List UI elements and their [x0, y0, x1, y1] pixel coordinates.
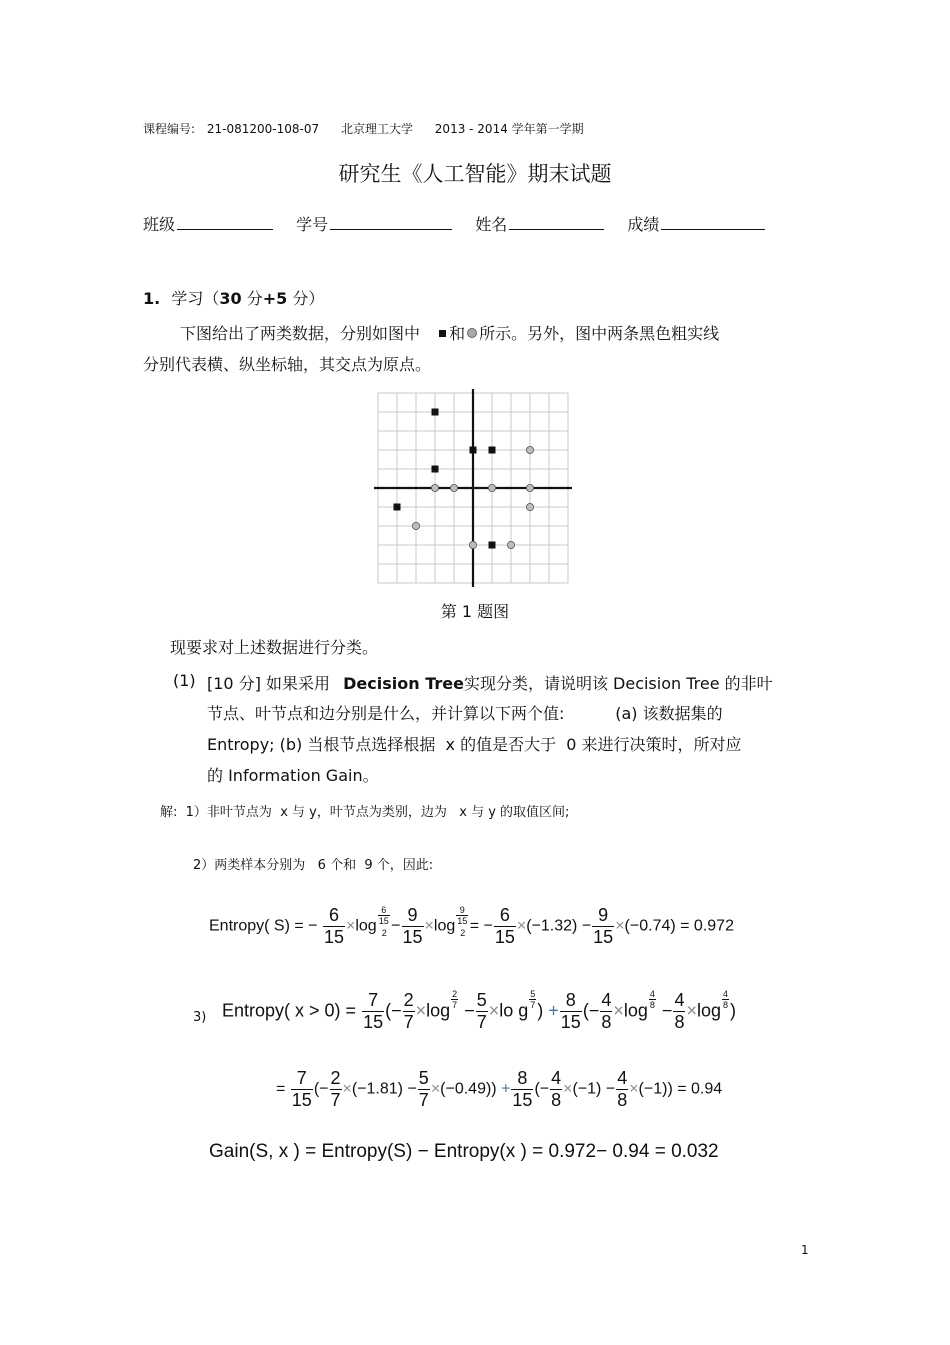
- equation-gain: Gain(S, x ) = Entropy(S) − Entropy(x ) = 0.972− 0.94 = 0.032: [209, 1141, 719, 1162]
- subq-1-method: Decision Tree: [343, 674, 464, 693]
- field-name-blank[interactable]: [509, 215, 604, 230]
- scatter-figure: [370, 388, 580, 588]
- point-square: [432, 466, 439, 473]
- point-square: [470, 447, 477, 454]
- intro-line-2: 分别代表横、纵坐标轴，其交点为原点。: [143, 355, 432, 374]
- field-class-label: 班级: [143, 215, 176, 234]
- subq-1-line2: 节点、叶节点和边分别是什么，并计算以下两个值: (a) 该数据集的: [207, 704, 723, 723]
- info-row: [143, 212, 765, 235]
- question-unit: 分: [246, 289, 263, 308]
- eq1-frac-2: $\frac{9}{15}$: [402, 905, 423, 947]
- page-title: 研究生《人工智能》期末试题: [338, 162, 612, 186]
- intro-text-b: 和: [449, 324, 466, 343]
- figure-caption: 第 1 题图: [440, 602, 510, 621]
- question-heading: [143, 286, 324, 309]
- field-class-blank[interactable]: [177, 215, 273, 230]
- question-end: 分）: [292, 289, 325, 308]
- field-name-label: 姓名: [475, 215, 508, 234]
- axes: [374, 389, 572, 587]
- subq-1-number: (1): [173, 671, 196, 690]
- circle-marker-icon: [467, 328, 477, 338]
- equation-entropy-s: Entropy( S) = − $\frac{6}{15}$ ×log $^{\frac{6}{15}}$ $_2$ − $\frac{9}{15}$ ×log $^{\frac{9}{15}}$ $_2$ = − $\frac{6}{15}$ ×(−1.32) − $\frac{9}{15}$ ×(−0.74) = 0.972: [209, 904, 734, 947]
- point-circle: [412, 522, 419, 529]
- answer-step-1: [160, 801, 569, 820]
- page-number: 1: [801, 1243, 809, 1257]
- point-circle: [507, 541, 514, 548]
- question-number: 1.: [143, 289, 161, 308]
- question-topic: 学习（: [171, 289, 220, 308]
- field-id-blank[interactable]: [330, 215, 452, 230]
- answer-step-1-text: 1）非叶节点为 x 与 y，叶节点为类别，边为 x 与 y 的取值区间;: [185, 805, 570, 820]
- point-square: [489, 447, 496, 454]
- question-bonus: +5: [262, 289, 288, 308]
- eq2-lhs: Entropy( x > 0): [222, 1000, 341, 1021]
- eq1-result: 0.972: [693, 917, 734, 935]
- point-circle: [469, 541, 476, 548]
- term: 2013 - 2014 学年第一学期: [434, 122, 584, 136]
- equation-entropy-x-values: = $\frac{7}{15}$ (− $\frac{2}{7}$ ×(−1.81) − $\frac{5}{7}$ ×(−0.49)) + $\frac{8}{15}$ (− $\frac{4}{8}$ ×(−1) − $\frac{4}{8}$ ×(−1)) = 0.94: [276, 1068, 723, 1110]
- eq1-lhs: Entropy( S): [209, 917, 290, 935]
- point-square: [394, 504, 401, 511]
- data-points: [394, 409, 534, 549]
- course-header: [143, 120, 584, 137]
- task-text: 现要求对上述数据进行分类。: [170, 638, 379, 657]
- eq1-frac-1: $\frac{6}{15}$: [323, 905, 344, 947]
- point-square: [432, 409, 439, 416]
- field-score-blank[interactable]: [661, 215, 765, 230]
- point-circle: [526, 446, 533, 453]
- answer-label: 解:: [160, 805, 178, 820]
- eq1-frac-3: $\frac{6}{15}$: [494, 905, 515, 947]
- subq-1-line1: [207, 671, 773, 694]
- point-circle: [450, 484, 457, 491]
- point-square: [489, 542, 496, 549]
- answer-step-3-label: 3): [193, 1010, 207, 1025]
- university: 北京理工大学: [340, 122, 413, 136]
- point-circle: [431, 484, 438, 491]
- gain-result: = 0.032: [654, 1141, 719, 1162]
- subq-1-text: 实现分类，请说明该 Decision Tree 的非叶: [463, 674, 773, 693]
- eq1-frac-4: $\frac{9}{15}$: [593, 905, 614, 947]
- point-circle: [488, 484, 495, 491]
- point-circle: [526, 503, 533, 510]
- course-code-label: 课程编号:: [143, 122, 196, 136]
- subq-1-line4: 的 Information Gain。: [207, 766, 379, 785]
- field-id-label: 学号: [296, 215, 329, 234]
- answer-step-2: 2）两类样本分别为 6 个和 9 个，因此:: [193, 858, 434, 873]
- course-code: 21-081200-108-07: [206, 122, 320, 136]
- point-circle: [526, 484, 533, 491]
- subq-1-line3: Entropy; (b) 当根节点选择根据 x 的值是否大于 0 来进行决策时，所对应: [207, 735, 742, 754]
- square-marker-icon: [439, 330, 446, 337]
- subq-1-score: [10 分] 如果采用: [207, 674, 331, 693]
- equation-entropy-x: Entropy( x > 0) = $\frac{7}{15}$ (− $\frac{2}{7}$ ×log $^{\frac{2}{7}}$ − $\frac{5}{7}$ ×lo g $^{\frac{5}{7}}$ ) + $\frac{8}{15}$ (− $\frac{4}{8}$ ×log $^{\frac{4}{8}}$ − $\frac{4}{8}$ ×log $^{\frac{4}{8}}$ ): [222, 989, 737, 1032]
- eq3-result: 0.94: [691, 1080, 723, 1098]
- intro-text-c: 所示。另外，图中两条黑色粗实线: [479, 324, 720, 343]
- intro-text-a: 下图给出了两类数据，分别如图中: [180, 324, 421, 343]
- field-score-label: 成绩: [627, 215, 660, 234]
- question-score: 30: [219, 289, 242, 308]
- intro-line-1: [180, 321, 719, 344]
